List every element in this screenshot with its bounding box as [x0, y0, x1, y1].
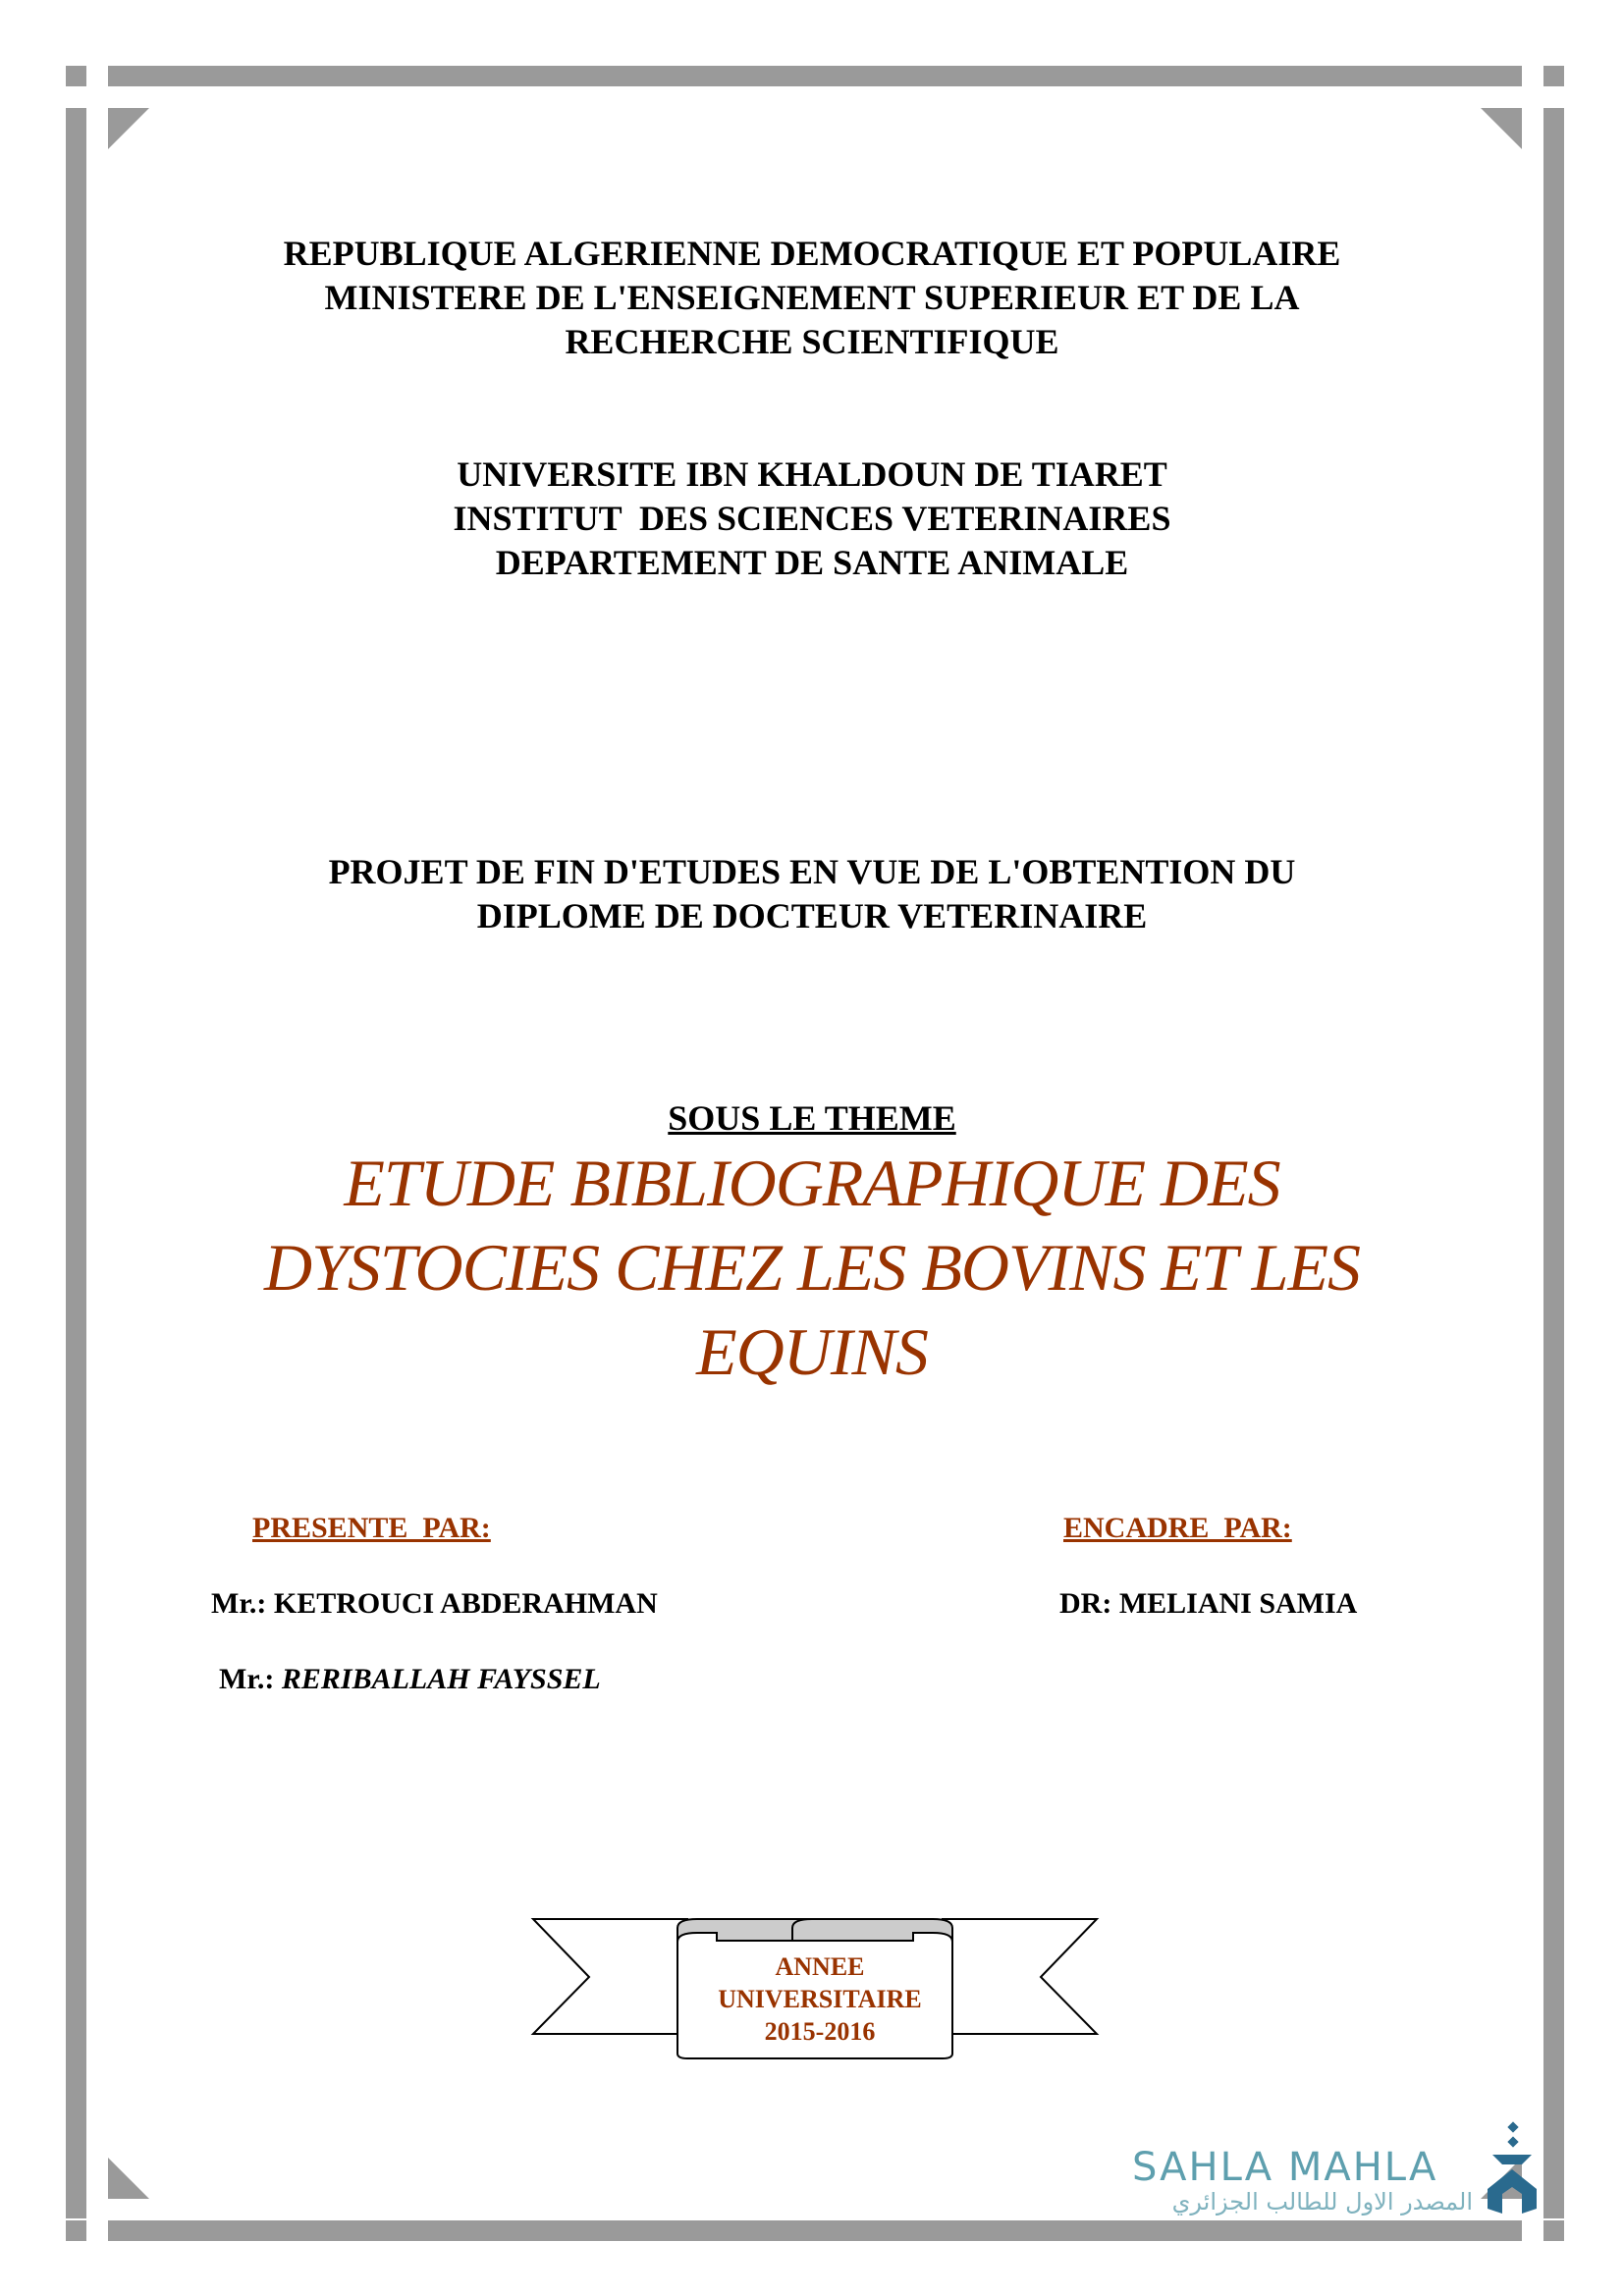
frame-corner — [66, 66, 86, 86]
frame-triangle — [108, 2158, 149, 2199]
institution-line: UNIVERSITE IBN KHALDOUN DE TIARET — [457, 454, 1167, 494]
author-name-italic: RERIBALLAH FAYSSEL — [281, 1663, 601, 1695]
header-line: RECHERCHE SCIENTIFIQUE — [565, 322, 1059, 361]
frame-corner — [1543, 66, 1564, 86]
frame-triangle — [1481, 108, 1522, 149]
author-name-2 — [219, 1663, 601, 1696]
frame-corner — [1543, 2220, 1564, 2241]
thesis-title — [0, 1141, 1624, 1394]
institution-block — [0, 453, 1624, 585]
title-line: EQUINS — [696, 1314, 928, 1389]
frame-bottom — [108, 2220, 1522, 2241]
year-line: UNIVERSITAIRE — [718, 1985, 922, 2013]
theme-label: SOUS LE THEME — [668, 1098, 956, 1138]
project-block — [0, 850, 1624, 938]
ribbon-left-tail — [533, 1919, 687, 2034]
institution-line: DEPARTEMENT DE SANTE ANIMALE — [495, 543, 1129, 582]
logo-brand: SAHLA MAHLA — [1132, 2145, 1438, 2190]
frame-top — [108, 66, 1522, 86]
institution-line: INSTITUT DES SCIENCES VETERINAIRES — [453, 499, 1171, 538]
logo-calligraphy-icon — [1483, 2120, 1546, 2218]
frame-triangle — [108, 108, 149, 149]
supervised-by-label: ENCADRE PAR: — [1063, 1512, 1292, 1544]
ribbon-right-tail — [943, 1919, 1097, 2034]
frame-corner — [66, 2220, 86, 2241]
title-line: ETUDE BIBLIOGRAPHIQUE DES — [344, 1146, 1280, 1220]
header-line: REPUBLIQUE ALGERIENNE DEMOCRATIQUE ET POPULAIRE — [283, 234, 1341, 273]
presented-by-label: PRESENTE PAR: — [252, 1512, 491, 1544]
author-prefix: Mr.: — [219, 1663, 282, 1695]
title-line: DYSTOCIES CHEZ LES BOVINS ET LES — [264, 1230, 1360, 1305]
logo-tagline: المصدر الاول للطالب الجزائري — [1171, 2188, 1473, 2216]
year-line: 2015-2016 — [764, 2017, 876, 2046]
project-line: DIPLOME DE DOCTEUR VETERINAIRE — [476, 896, 1148, 935]
author-name: Mr.: KETROUCI ABDERAHMAN — [211, 1587, 658, 1620]
project-line: PROJET DE FIN D'ETUDES EN VUE DE L'OBTENTION DU — [328, 852, 1296, 891]
republic-header — [0, 232, 1624, 364]
year-ribbon-text — [677, 1950, 962, 2048]
header-line: MINISTERE DE L'ENSEIGNEMENT SUPERIEUR ET DE LA — [324, 278, 1300, 317]
year-line: ANNEE — [775, 1952, 865, 1981]
supervisor-name: DR: MELIANI SAMIA — [1059, 1587, 1358, 1620]
